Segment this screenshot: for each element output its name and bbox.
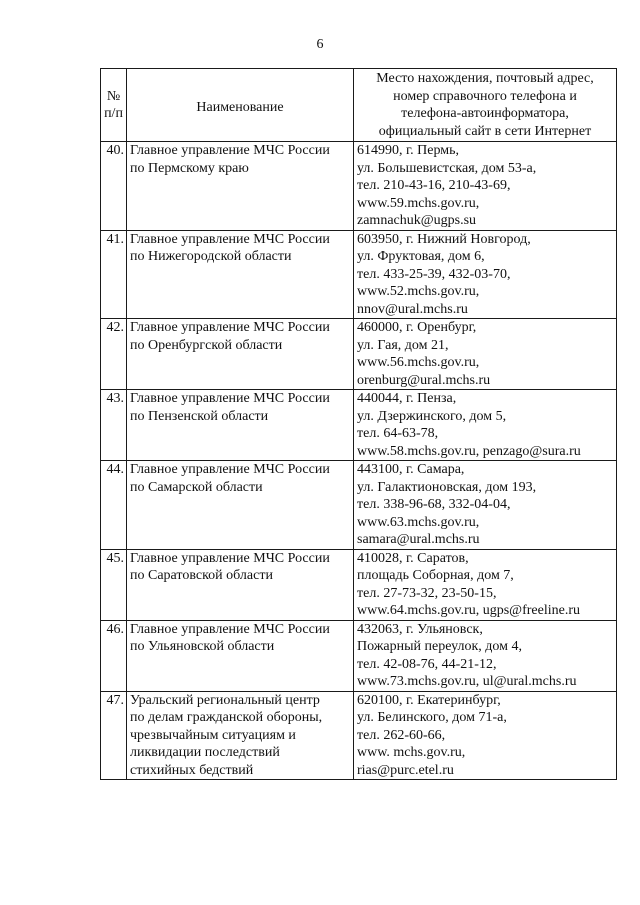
row-name xyxy=(127,691,354,780)
row-address xyxy=(354,230,617,319)
row-address-line: 432063, г. Ульяновск, xyxy=(357,621,483,637)
row-address-line: тел. 42-08-76, 44-21-12, xyxy=(357,656,497,672)
row-address-line: тел. 64-63-78, xyxy=(357,426,439,441)
header-address-line: Место нахождения, почтовый адрес, xyxy=(376,71,594,86)
row-name-line: Уральский региональный центр xyxy=(130,692,320,708)
row-name-line: по Ульяновской области xyxy=(130,639,275,654)
row-name-line: по Пензенской области xyxy=(130,408,269,424)
row-address-line: 443100, г. Самара, xyxy=(357,462,465,477)
row-address-line: www.64.mchs.gov.ru, ugps@freeline.ru xyxy=(357,603,580,618)
row-name xyxy=(127,620,354,691)
table-row xyxy=(101,319,617,390)
row-number: 47. xyxy=(101,691,127,780)
header-number-line: № xyxy=(106,88,121,104)
row-address-line: ул. Белинского, дом 71-а, xyxy=(357,710,507,725)
row-number: 42. xyxy=(101,319,127,390)
header-address xyxy=(354,69,617,142)
row-address xyxy=(354,142,617,231)
row-name xyxy=(127,319,354,390)
row-address-line: тел. 27-73-32, 23-50-15, xyxy=(357,585,497,601)
row-address xyxy=(354,620,617,691)
row-name-line: Главное управление МЧС России xyxy=(130,462,330,477)
table-row xyxy=(101,142,617,231)
contacts-table xyxy=(100,68,617,780)
row-address-line: rias@purc.etel.ru xyxy=(357,762,454,778)
row-address-line: www.63.mchs.gov.ru, xyxy=(357,514,480,530)
row-name xyxy=(127,461,354,550)
row-address xyxy=(354,319,617,390)
table-row xyxy=(101,620,617,691)
row-address-line: 614990, г. Пермь, xyxy=(357,143,460,158)
row-name xyxy=(127,230,354,319)
row-address-line: www.58.mchs.gov.ru, penzago@sura.ru xyxy=(357,443,581,459)
row-address-line: 620100, г. Екатеринбург, xyxy=(357,692,501,708)
row-address xyxy=(354,691,617,780)
row-address-line: ул. Галактионовская, дом 193, xyxy=(357,479,537,495)
row-name-line: по Пермскому краю xyxy=(130,160,249,176)
row-address-line: samara@ural.mchs.ru xyxy=(357,532,480,547)
row-name xyxy=(127,142,354,231)
row-number: 41. xyxy=(101,230,127,319)
row-number: 45. xyxy=(101,549,127,620)
row-name-line: по Нижегородской области xyxy=(130,249,292,264)
row-address-line: 603950, г. Нижний Новгород, xyxy=(357,231,531,247)
header-name: Наименование xyxy=(127,69,354,142)
row-address-line: ул. Фруктовая, дом 6, xyxy=(357,249,485,264)
row-name-line: по Оренбургской области xyxy=(130,337,283,353)
page-number: 6 xyxy=(316,37,324,52)
row-name-line: по Саратовской области xyxy=(130,568,273,583)
row-address-line: 460000, г. Оренбург, xyxy=(357,320,477,335)
row-address-line: ул. Дзержинского, дом 5, xyxy=(357,408,507,424)
header-address-line: номер справочного телефона и xyxy=(393,88,577,104)
row-address-line: www.73.mchs.gov.ru, ul@ural.mchs.ru xyxy=(357,674,577,689)
row-address-line: Пожарный переулок, дом 4, xyxy=(357,639,522,654)
row-name-line: ликвидации последствий xyxy=(130,745,280,760)
row-address-line: www.59.mchs.gov.ru, xyxy=(357,195,480,211)
table-body xyxy=(101,142,617,780)
table-row xyxy=(101,390,617,461)
header-address-line: телефона-автоинформатора, xyxy=(401,106,569,121)
table-row xyxy=(101,549,617,620)
row-name-line: стихийных бедствий xyxy=(130,762,254,778)
row-address-line: ул. Большевистская, дом 53-а, xyxy=(357,160,537,176)
row-name-line: по делам гражданской обороны, xyxy=(130,710,323,725)
row-name-line: Главное управление МЧС России xyxy=(130,550,330,566)
row-name-line: Главное управление МЧС России xyxy=(130,621,330,637)
row-address-line: www.56.mchs.gov.ru, xyxy=(357,355,480,370)
row-name-line: чрезвычайным ситуациям и xyxy=(130,727,296,743)
row-address-line: тел. 210-43-16, 210-43-69, xyxy=(357,178,511,193)
row-name-line: по Самарской области xyxy=(130,479,263,495)
row-address xyxy=(354,461,617,550)
row-number: 44. xyxy=(101,461,127,550)
header-number xyxy=(101,69,127,142)
row-address-line: www.52.mchs.gov.ru, xyxy=(357,284,480,299)
row-name-line: Главное управление МЧС России xyxy=(130,143,330,158)
row-number: 43. xyxy=(101,390,127,461)
row-name-line: Главное управление МЧС России xyxy=(130,231,330,247)
table-row xyxy=(101,230,617,319)
row-address-line: площадь Соборная, дом 7, xyxy=(357,568,514,583)
row-name xyxy=(127,549,354,620)
row-address-line: 440044, г. Пенза, xyxy=(357,391,457,406)
table-row xyxy=(101,461,617,550)
row-name xyxy=(127,390,354,461)
row-address xyxy=(354,390,617,461)
row-address-line: тел. 338-96-68, 332-04-04, xyxy=(357,497,511,512)
row-address-line: тел. 433-25-39, 432-03-70, xyxy=(357,266,511,282)
row-address-line: тел. 262-60-66, xyxy=(357,727,446,743)
row-address-line: zamnachuk@ugps.su xyxy=(357,213,477,228)
table-header-row xyxy=(101,69,617,142)
header-address-line: официальный сайт в сети Интернет xyxy=(378,123,592,139)
row-number: 46. xyxy=(101,620,127,691)
row-address-line: 410028, г. Саратов, xyxy=(357,550,469,566)
row-address-line: nnov@ural.mchs.ru xyxy=(357,301,468,317)
row-name-line: Главное управление МЧС России xyxy=(130,320,330,335)
row-address xyxy=(354,549,617,620)
row-address-line: www. mchs.gov.ru, xyxy=(357,745,466,760)
row-number: 40. xyxy=(101,142,127,231)
header-number-line: п/п xyxy=(104,106,123,121)
row-name-line: Главное управление МЧС России xyxy=(130,391,330,406)
table-row xyxy=(101,691,617,780)
row-address-line: ул. Гая, дом 21, xyxy=(357,337,449,353)
row-address-line: orenburg@ural.mchs.ru xyxy=(357,372,491,388)
